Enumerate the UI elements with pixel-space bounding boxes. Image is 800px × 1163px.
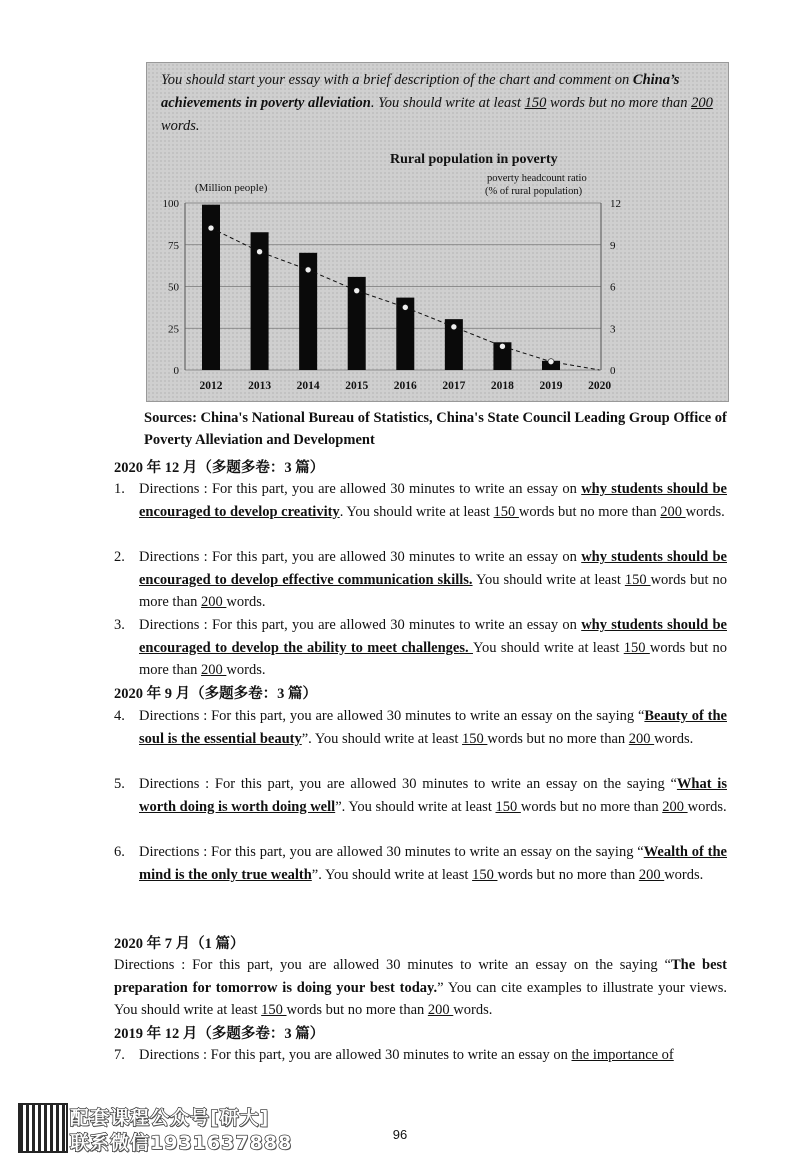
item-text: ”. You should write at least xyxy=(335,798,496,815)
item-topic: why students should be encouraged to develop creativity xyxy=(139,481,727,520)
item-text: words. xyxy=(687,798,727,815)
right-tick-label: 9 xyxy=(610,239,616,252)
ratio-point xyxy=(499,343,505,349)
list-item xyxy=(114,614,727,682)
right-axis-label-2: (% of rural population) xyxy=(485,186,583,197)
item-text: words. xyxy=(654,730,694,747)
item-text: words but no more than xyxy=(139,571,727,610)
x-tick-label: 2019 xyxy=(539,380,563,392)
item-topic: Beauty of the soul is the essential beauty xyxy=(139,708,727,747)
item-text: words. xyxy=(226,662,266,678)
item-text: Directions : For this part, you are allowed 30 minutes to write an essay on the saying “ xyxy=(139,708,645,724)
section-heading-2020-07: 2020 年 7 月（1 篇） xyxy=(114,936,245,952)
list-item xyxy=(114,841,727,886)
stamp-line-2: 联系微信1931637888 xyxy=(70,1132,293,1154)
item-topic: why students should be encouraged to develop effective communication skills. xyxy=(139,549,727,588)
prompt-text: . You should write at least xyxy=(370,95,525,111)
left-tick-label: 50 xyxy=(168,281,179,294)
left-tick-label: 25 xyxy=(168,323,179,336)
watermark-stamp xyxy=(18,1103,318,1155)
max-words: 200 xyxy=(427,1002,454,1018)
item-text: words but no more than xyxy=(520,798,663,815)
list-item xyxy=(114,705,727,750)
right-tick-label: 6 xyxy=(610,281,616,294)
prompt-emphasis: China’s achievements in poverty alleviation xyxy=(161,72,680,111)
prompt-number: 200 xyxy=(691,95,713,111)
prompt-number: 150 xyxy=(524,95,547,111)
item-topic: The best preparation for tomorrow is doing your best today. xyxy=(114,957,727,996)
item-text: ” You can cite examples to illustrate your views. You should write at least xyxy=(114,979,727,1018)
min-words: 150 xyxy=(462,730,488,747)
item-text: Directions : For this part, you are allowed 30 minutes to write an essay on xyxy=(139,1047,572,1063)
item-text: words but no more than xyxy=(518,503,661,520)
max-words: 200 xyxy=(201,594,227,610)
page-number: 96 xyxy=(392,1127,408,1142)
ratio-point xyxy=(451,324,457,330)
min-words: 150 xyxy=(493,503,519,520)
min-words: 150 xyxy=(624,571,651,588)
x-tick-label: 2014 xyxy=(296,380,320,392)
item-text: Directions : For this part, you are allowed 30 minutes to write an essay on xyxy=(139,549,582,565)
max-words: 200 xyxy=(662,798,688,815)
qr-code-icon xyxy=(18,1103,68,1153)
right-tick-label: 0 xyxy=(610,365,616,377)
list-item xyxy=(114,478,727,523)
min-words: 150 xyxy=(261,1002,287,1018)
item-text: words. xyxy=(453,1002,493,1018)
item-number: 2. xyxy=(114,549,125,565)
item-text: words but no more than xyxy=(286,1002,428,1018)
right-tick-label: 12 xyxy=(610,198,621,210)
item-text: Directions : For this part, you are allowed 30 minutes to write an essay on the saying “ xyxy=(114,957,671,973)
x-tick-label: 2018 xyxy=(490,380,514,392)
chart-title: Rural population in poverty xyxy=(390,152,558,167)
item-number: 4. xyxy=(114,708,125,724)
chart-sources: Sources: China's National Bureau of Statistics, China's State Council Leading Group Office of Poverty Alleviation and Development xyxy=(144,410,727,448)
chart-figure xyxy=(146,62,729,402)
item-text: ”. You should write at least xyxy=(301,730,463,747)
prompt-text: You should start your essay with a brief description of the chart and comment on xyxy=(161,72,633,88)
item-number: 7. xyxy=(114,1047,125,1063)
item-text: words. xyxy=(664,866,704,883)
x-tick-label: 2016 xyxy=(393,380,417,392)
x-tick-label: 2013 xyxy=(248,380,272,392)
item-text: Directions : For this part, you are allowed 30 minutes to write an essay on xyxy=(139,481,582,497)
max-words: 200 xyxy=(201,662,227,678)
item-text: Directions : For this part, you are allowed 30 minutes to write an essay on xyxy=(139,617,582,633)
item-text: words. xyxy=(226,594,266,610)
item-number: 6. xyxy=(114,844,125,860)
x-tick-label: 2015 xyxy=(345,380,369,392)
item-text: words but no more than xyxy=(139,639,728,678)
item-text: words but no more than xyxy=(497,866,639,883)
right-axis-label-1: poverty headcount ratio xyxy=(487,173,587,184)
item-text: You should write at least xyxy=(472,571,625,588)
section-heading-2020-09: 2020 年 9 月（多题多卷：3 篇） xyxy=(114,686,317,702)
prompt-text: words but no more than xyxy=(546,95,692,111)
item-topic: the importance of xyxy=(571,1047,674,1063)
item-text: Directions : For this part, you are allowed 30 minutes to write an essay on the saying “ xyxy=(139,776,677,792)
max-words: 200 xyxy=(628,730,655,747)
item-text: words. xyxy=(685,503,725,520)
left-tick-label: 100 xyxy=(162,198,179,210)
item-text: . You should write at least xyxy=(339,503,494,520)
left-tick-label: 0 xyxy=(173,365,179,377)
ratio-point xyxy=(208,225,214,231)
prompt-text: words. xyxy=(161,118,200,134)
max-words: 200 xyxy=(638,866,665,883)
item-topic: why students should be encouraged to develop the ability to meet challenges. xyxy=(139,617,727,656)
item-topic: What is worth doing is worth doing well xyxy=(139,776,727,815)
poverty-chart xyxy=(147,63,728,401)
x-tick-label: 2020 xyxy=(588,380,612,392)
item-number: 5. xyxy=(114,776,125,792)
list-item xyxy=(114,773,727,818)
list-item xyxy=(114,546,727,614)
min-words: 150 xyxy=(495,798,521,815)
x-tick-label: 2012 xyxy=(199,380,223,392)
min-words: 150 xyxy=(623,639,650,656)
max-words: 200 xyxy=(660,503,686,520)
item-topic: Wealth of the mind is the only true wealth xyxy=(139,844,727,883)
right-tick-label: 3 xyxy=(610,323,616,336)
ratio-point xyxy=(354,288,360,294)
ratio-point xyxy=(402,304,408,310)
july-directions xyxy=(114,954,727,1022)
min-words: 150 xyxy=(472,866,498,883)
item-text: Directions : For this part, you are allowed 30 minutes to write an essay on the saying “ xyxy=(139,844,644,860)
stamp-line-1: 配套课程公众号[研大] xyxy=(70,1107,270,1129)
section-heading-2019-12: 2019 年 12 月（多题多卷：3 篇） xyxy=(114,1026,325,1042)
left-tick-label: 75 xyxy=(168,239,179,252)
item-text: words but no more than xyxy=(487,730,629,747)
section-heading-2020-12: 2020 年 12 月（多题多卷：3 篇） xyxy=(114,460,325,476)
item-text: You should write at least xyxy=(472,639,624,656)
ratio-point xyxy=(548,359,554,365)
left-axis-label: (Million people) xyxy=(195,182,268,194)
ratio-point xyxy=(305,267,311,273)
ratio-point xyxy=(257,249,263,255)
x-tick-label: 2017 xyxy=(442,380,466,392)
item-text: ”. You should write at least xyxy=(311,866,473,883)
list-item xyxy=(114,1044,727,1067)
item-number: 3. xyxy=(114,617,125,633)
item-number: 1. xyxy=(114,481,125,497)
